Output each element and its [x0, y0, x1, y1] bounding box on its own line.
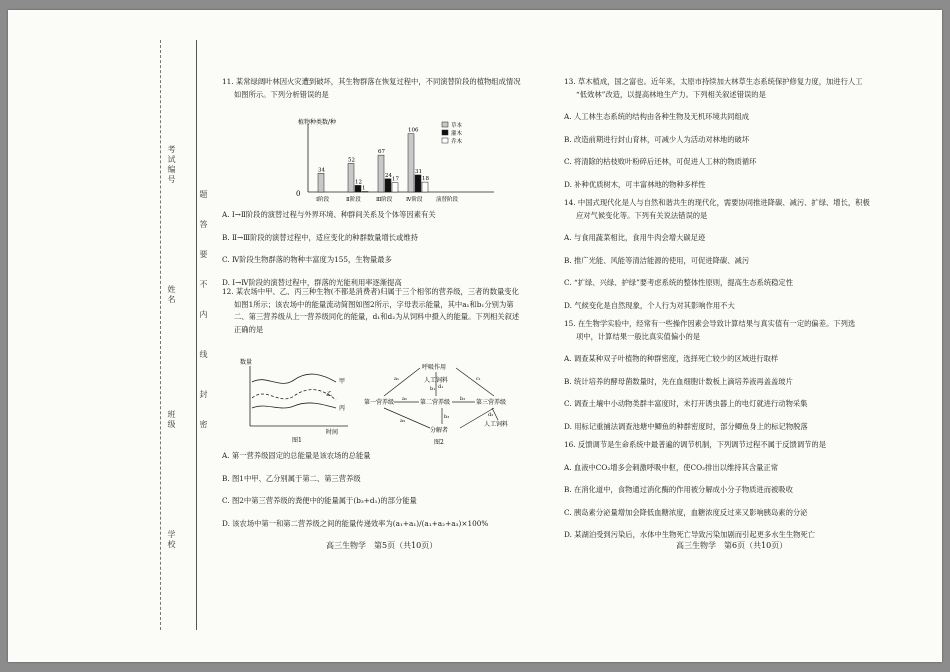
bar-草本	[318, 173, 324, 192]
fig1-xlabel: 时间	[326, 429, 339, 436]
bar-乔木	[392, 183, 398, 192]
q16-option-c[interactable]: C. 胰岛素分泌量增加会降低血糖浓度，血糖浓度反过来又影响胰岛素的分泌	[564, 507, 808, 517]
x-tick-label: Ⅳ阶段	[406, 197, 423, 203]
cut-line	[160, 40, 161, 630]
q15-option-d[interactable]: D. 用标记重捕法调查池塘中鲫鱼的种群密度时，部分鲫鱼身上的标记物脱落	[564, 421, 808, 431]
q14-option-c[interactable]: C. “扩绿、兴绿、护绿”要考虑系统的整体性原则，提高生态系统稳定性	[564, 278, 794, 287]
q12-option-d[interactable]: D. 该农场中第一和第二营养级之间的能量传递效率为(a₁+a₁)/(a₁+a₂+a₃)×100%	[222, 518, 489, 528]
seal-char: 答	[199, 220, 208, 230]
bar-灌木	[385, 179, 391, 192]
bar-value-label: 31	[415, 168, 422, 175]
left-column	[222, 76, 528, 101]
bar-灌木	[415, 175, 421, 192]
fig1-series-label: 乙	[326, 391, 333, 398]
q16-option-b[interactable]: B. 在消化道中，食物通过消化酶的作用被分解成小分子物质进而被吸收	[564, 485, 793, 494]
bar-value-label: 18	[422, 176, 429, 183]
fig1-caption: 图1	[292, 437, 302, 444]
q15-option-b[interactable]: B. 统计培养的酵母菌数量时，先在血细胞计数板上滴培养液再盖盖玻片	[564, 376, 793, 386]
q13-stem: 13. 草木植成，国之富也。近年来，太原市持续加大林草生态系统保护修复力度，加进行人工	[564, 77, 863, 86]
fig2-arrow-label: c₁	[476, 376, 481, 382]
legend-label: 草本	[451, 123, 463, 129]
bar-乔木	[362, 191, 368, 192]
q11-option-a[interactable]: A. Ⅰ→Ⅱ阶段的演替过程与外界环境、种群间关系及个体等因素有关	[222, 210, 436, 219]
bar-value-label: 67	[378, 149, 385, 156]
q13-stem: “低效林”改造，以提高林地生产力。下列相关叙述错误的是	[576, 89, 766, 99]
legend-label: 乔木	[451, 139, 463, 145]
legend-swatch	[442, 138, 448, 143]
x-tick-label: Ⅰ阶段	[316, 197, 330, 203]
exam-sheet	[8, 10, 942, 662]
seal-char: 不	[199, 280, 208, 290]
left-page-footer: 高三生物学 第5页（共10页）	[326, 541, 438, 550]
q11-option-c[interactable]: C. Ⅳ阶段生物群落的物种丰富度为155，生物量最多	[222, 255, 392, 264]
series-jia-line	[252, 374, 336, 383]
q11-options	[222, 209, 528, 289]
seal-char: 封	[199, 390, 208, 400]
bar-草本	[378, 155, 384, 192]
bar-value-label: 52	[348, 157, 355, 164]
chart-title: 植物种类数/种	[298, 119, 337, 126]
bar-value-label: 106	[408, 127, 419, 134]
q14-stem: 14. 中国式现代化是人与自然和谐共生的现代化，需要协同推进降碳、减污、扩绿、增长，积极	[564, 198, 870, 207]
q16-option-d[interactable]: D. 某湖泊受到污染后，水体中生物死亡导致污染加剧而引起更多水生生物死亡	[564, 530, 816, 539]
q12-option-a[interactable]: A. 第一营养级固定的总能量是该农场的总能量	[222, 451, 371, 460]
q15-option-c[interactable]: C. 调查土壤中小动物类群丰富度时，未打开诱虫器上的电灯就进行动物采集	[564, 399, 808, 408]
q13-option-a[interactable]: A. 人工林生态系统的结构由各种生物及无机环境共同组成	[564, 112, 750, 121]
seal-char: 线	[199, 350, 208, 360]
fig2-arrow-label: d₁	[438, 384, 444, 390]
fig1-series-label: 甲	[339, 378, 346, 385]
bar-灌木	[355, 185, 361, 192]
x-tick-label: Ⅱ阶段	[346, 197, 361, 203]
margin-name: 姓名	[167, 285, 176, 305]
margin-class: 班级	[167, 410, 176, 430]
q14-option-d[interactable]: D. 气候变化是自然现象，个人行为对其影响作用不大	[564, 300, 735, 310]
fig2-arrow-label: b₁	[430, 386, 436, 392]
fig2-arrow-label: a₂	[402, 396, 407, 402]
fig2-respiration: 呼吸作用	[422, 364, 447, 371]
q12-stem-block	[222, 286, 528, 336]
q12-stem: 12. 某农场中甲、乙、丙三种生物(不都是消费者)归属于三个相邻的营养级，三者的数量变化	[222, 287, 519, 296]
fig1-series-label: 丙	[339, 405, 346, 412]
q12-figure-2	[364, 360, 524, 448]
q14-stem: 应对气候变化等。下列有关说法错误的是	[576, 210, 708, 220]
fig2-level1: 第一营养级	[364, 399, 395, 406]
seal-char: 密	[199, 420, 208, 430]
fig2-feed-top: 人工饲料	[424, 377, 449, 384]
seal-char: 题	[199, 190, 208, 200]
seal-char: 要	[199, 250, 208, 260]
margin-school: 学校	[167, 530, 176, 550]
fig2-arrow-label: d₂	[488, 412, 494, 418]
fig2-arrow-label: b₂	[460, 396, 466, 402]
fig2-arrow-label: b₃	[444, 414, 450, 420]
fig2-feed-bottom: 人工饲料	[484, 421, 509, 428]
q11-option-d[interactable]: D. Ⅰ→Ⅳ阶段的演替过程中，群落的光能利用率逐渐提高	[222, 277, 402, 287]
q11-bar-chart	[296, 116, 496, 206]
margin-exam-no: 考试编号	[167, 145, 176, 185]
bar-value-label: 12	[355, 179, 362, 186]
x-tick-label: 演替阶段	[436, 197, 459, 203]
q12-stem: 正确的是	[234, 324, 264, 334]
q13-option-d[interactable]: D. 补种优质树木，可丰富林地的物种多样性	[564, 179, 706, 189]
q12-option-c[interactable]: C. 图2中第三营养级的粪便中的能量属于(b₃+d₁)的部分能量	[222, 496, 417, 505]
q12-stem: 二、第三营养级从上一营养级同化的能量，d₁和d₂为从饲料中摄入的能量。下列相关叙述	[234, 312, 520, 321]
q11-option-b[interactable]: B. Ⅱ→Ⅲ阶段的演替过程中，适应变化的种群数量增长或维持	[222, 232, 418, 242]
q15-option-a[interactable]: A. 调查某种双子叶植物的种群密度，选择死亡较少的区域进行取样	[564, 354, 779, 363]
legend-label: 灌木	[451, 131, 463, 137]
fig2-caption: 图2	[434, 439, 444, 446]
q11-stem: 如图所示。下列分析错误的是	[234, 89, 329, 99]
fig2-arrow-label: a₃	[400, 418, 405, 424]
binding-line	[196, 40, 197, 630]
fig1-ylabel: 数量	[240, 359, 253, 366]
q12-stem: 如图1所示；该农场中的能量流动简图如图2所示，字母表示能量，其中a₁和b₁分别为第	[234, 299, 514, 309]
bar-value-label: 24	[385, 172, 392, 179]
bar-value-label: 17	[392, 176, 399, 183]
q12-options	[222, 450, 528, 530]
bar-value-label: 34	[318, 167, 325, 174]
q14-option-a[interactable]: A. 与食用蔬菜相比，食用牛肉会增大碳足迹	[564, 233, 706, 242]
series-bing-line	[252, 403, 336, 408]
bar-草本	[408, 134, 414, 192]
fig2-decomposer: 分解者	[430, 427, 449, 434]
x-tick-label: Ⅲ阶段	[376, 197, 393, 203]
q14-option-b[interactable]: B. 推广光能、风能等清洁能源的使用，可促进降碳、减污	[564, 255, 750, 265]
legend-swatch	[442, 122, 448, 127]
q12-option-b[interactable]: B. 图1中甲、乙分别属于第二、第三营养级	[222, 473, 361, 483]
q16-stem: 16. 反馈调节是生命系统中最普遍的调节机制，下列调节过程不属于反馈调节的是	[564, 440, 827, 449]
series-yi-line	[252, 390, 336, 400]
right-page-footer: 高三生物学 第6页（共10页）	[676, 541, 788, 550]
seal-char: 内	[199, 310, 208, 320]
fig2-arrow-label: a₁	[394, 376, 399, 382]
chart-origin: 0	[296, 190, 301, 198]
bar-草本	[348, 163, 354, 192]
bar-乔木	[422, 182, 428, 192]
q16-option-a[interactable]: A. 血液中CO₂增多会刺激呼吸中枢，使CO₂排出以维持其含量正常	[564, 462, 779, 472]
q12-figure-1	[236, 356, 356, 444]
q13-option-b[interactable]: B. 改造前期进行封山育林，可减少人为活动对林地的破坏	[564, 134, 750, 144]
q11-stem: 11. 某常绿阔叶林因火灾遭到破坏，其生物群落在恢复过程中，不同演替阶段的植物组成情况	[222, 77, 521, 86]
right-column	[564, 76, 914, 542]
bar-value-label: 1	[362, 185, 366, 192]
fig2-level3: 第三营养级	[476, 399, 507, 406]
fig2-level2: 第二营养级	[420, 399, 451, 406]
q15-stem: 项中，计算结果一般比真实值偏小的是	[576, 331, 701, 341]
q15-stem: 15. 在生物学实验中，经常有一些操作因素会导致计算结果与真实值有一定的偏差。下列选	[564, 319, 856, 328]
q13-option-c[interactable]: C. 将清除的枯枝败叶粉碎后还林，可促进人工林的物质循环	[564, 157, 757, 166]
legend-swatch	[442, 130, 448, 135]
